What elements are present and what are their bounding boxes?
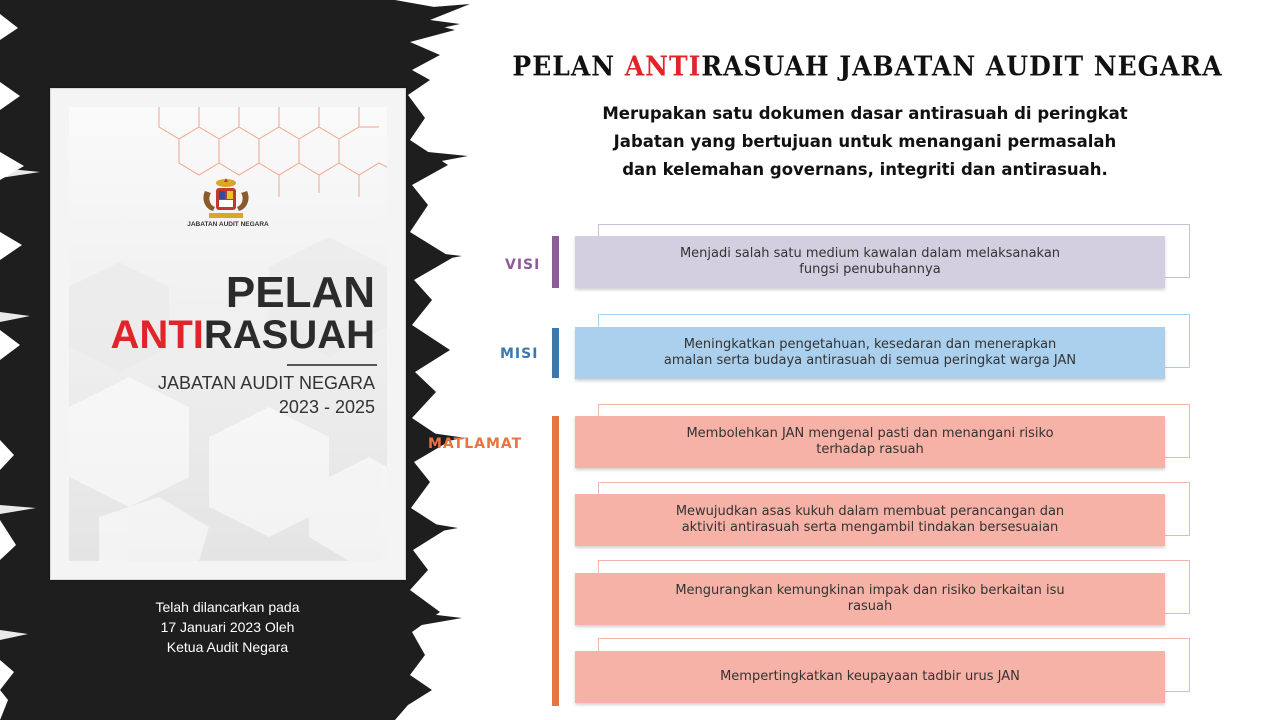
- visi-box: [575, 236, 1165, 288]
- visi-bar: [552, 236, 559, 288]
- book-cover: [50, 88, 406, 580]
- caption-line-1: Telah dilancarkan pada: [155, 599, 300, 615]
- cover-agency: JABATAN AUDIT NEGARA: [157, 373, 375, 393]
- matlamat-item-2: [575, 494, 1165, 546]
- coat-of-arms-icon: [199, 177, 253, 221]
- title-highlight: ANTI: [624, 50, 702, 83]
- misi-text-1: Meningkatkan pengetahuan, kesedaran dan menerapkan: [683, 337, 1057, 352]
- matlamat-4-text-1: Mempertingkatkan keupayaan tadbir urus JAN: [720, 669, 1020, 684]
- matlamat-3-text-2: rasuah: [847, 599, 893, 614]
- cover-inner: [69, 107, 387, 561]
- matlamat-label: MATLAMAT: [428, 436, 523, 452]
- visi-label: VISI: [505, 257, 541, 273]
- cover-title-line1: PELAN: [225, 268, 375, 317]
- misi-text-2: amalan serta budaya antirasuah di semua peringkat warga JAN: [663, 353, 1077, 368]
- misi-box: [575, 327, 1165, 379]
- misi-bar: [552, 328, 559, 378]
- matlamat-2-text-2: aktiviti antirasuah serta mengambil tindakan bersesuaian: [681, 520, 1059, 535]
- page-subtitle: [500, 100, 1230, 184]
- matlamat-bar: [552, 416, 559, 706]
- matlamat-1-text-1: Membolehkan JAN mengenal pasti dan menangani risiko: [686, 426, 1054, 441]
- visi-text-1: Menjadi salah satu medium kawalan dalam melaksanakan: [679, 246, 1061, 261]
- matlamat-item-4: [575, 651, 1165, 703]
- subtitle-line-1: Merupakan satu dokumen dasar antirasuah di peringkat: [602, 104, 1128, 123]
- subtitle-line-3: dan kelemahan governans, integriti dan antirasuah.: [622, 160, 1108, 179]
- subtitle-line-2: Jabatan yang bertujuan untuk menangani permasalah: [613, 132, 1117, 151]
- title-prefix: PELAN: [512, 50, 625, 83]
- title-suffix: RASUAH JABATAN AUDIT NEGARA: [701, 50, 1223, 83]
- launch-caption: [120, 597, 335, 657]
- cover-agency-small: JABATAN AUDIT NEGARA: [187, 221, 269, 228]
- misi-label: MISI: [500, 346, 539, 362]
- matlamat-3-text-1: Mengurangkan kemungkinan impak dan risiko berkaitan isu: [675, 583, 1065, 598]
- caption-line-2: 17 Januari 2023 Oleh: [160, 619, 295, 635]
- visi-text-2: fungsi penubuhannya: [799, 262, 941, 277]
- cover-years: 2023 - 2025: [278, 397, 375, 417]
- page-title: [480, 51, 1255, 82]
- cover-title-line2: [111, 315, 375, 355]
- matlamat-item-3: [575, 573, 1165, 625]
- cover-title-rasuah: RASUAH: [203, 313, 375, 357]
- matlamat-item-1: [575, 416, 1165, 468]
- cover-divider: [287, 364, 377, 366]
- cover-title-anti: ANTI: [110, 313, 204, 357]
- matlamat-1-text-2: terhadap rasuah: [816, 442, 924, 457]
- caption-line-3: Ketua Audit Negara: [166, 639, 289, 655]
- matlamat-2-text-1: Mewujudkan asas kukuh dalam membuat perancangan dan: [675, 504, 1065, 519]
